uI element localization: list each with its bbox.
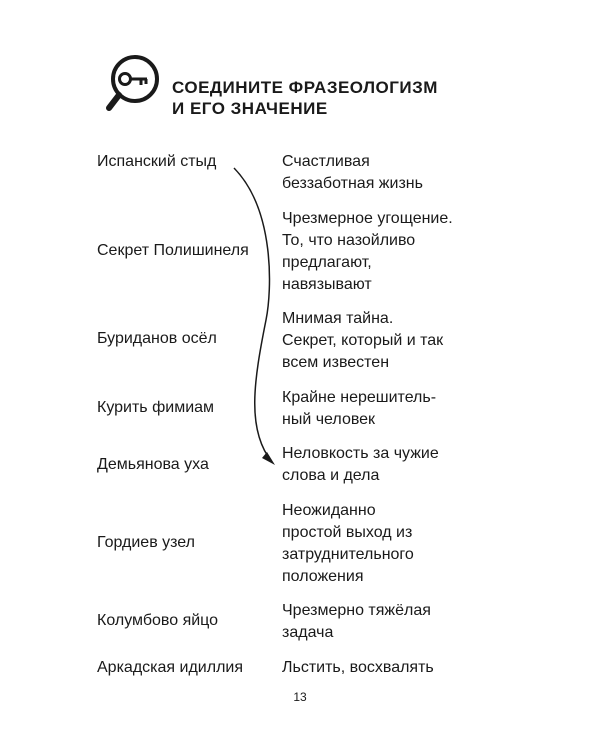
magnifier-key-icon (105, 52, 165, 112)
phrase-item: Аркадская идиллия (97, 659, 243, 676)
meaning-item: Льстить, восхвалять (282, 659, 434, 676)
phrase-item: Колумбово яйцо (97, 612, 219, 629)
meaning-item: Неожиданно простой выход из затруднительного положения (282, 502, 414, 585)
phrase-item: Испанский стыд (97, 153, 217, 170)
meaning-item: Крайне нерешитель- ный человек (282, 389, 437, 428)
meaning-item: Счастливая беззаботная жизнь (282, 153, 423, 192)
phrase-item: Демьянова уха (97, 456, 209, 473)
page-title-line1: СОЕДИНИТЕ ФРАЗЕОЛОГИЗМ (172, 78, 438, 97)
meaning-item: Чрезмерное угощение. То, что назойливо предлагают, навязывают (282, 210, 453, 293)
meaning-item: Неловкость за чужие слова и дела (282, 445, 439, 484)
page-title-line2: И ЕГО ЗНАЧЕНИЕ (172, 99, 328, 118)
meaning-item: Мнимая тайна. Секрет, который и так всем известен (282, 310, 444, 371)
page-number: 13 (293, 690, 307, 704)
meaning-item: Чрезмерно тяжёлая задача (282, 602, 431, 641)
phrase-item: Курить фимиам (97, 399, 215, 416)
phrase-item: Секрет Полишинеля (97, 242, 249, 259)
phrase-item: Буриданов осёл (97, 330, 217, 347)
phrase-item: Гордиев узел (97, 534, 195, 551)
